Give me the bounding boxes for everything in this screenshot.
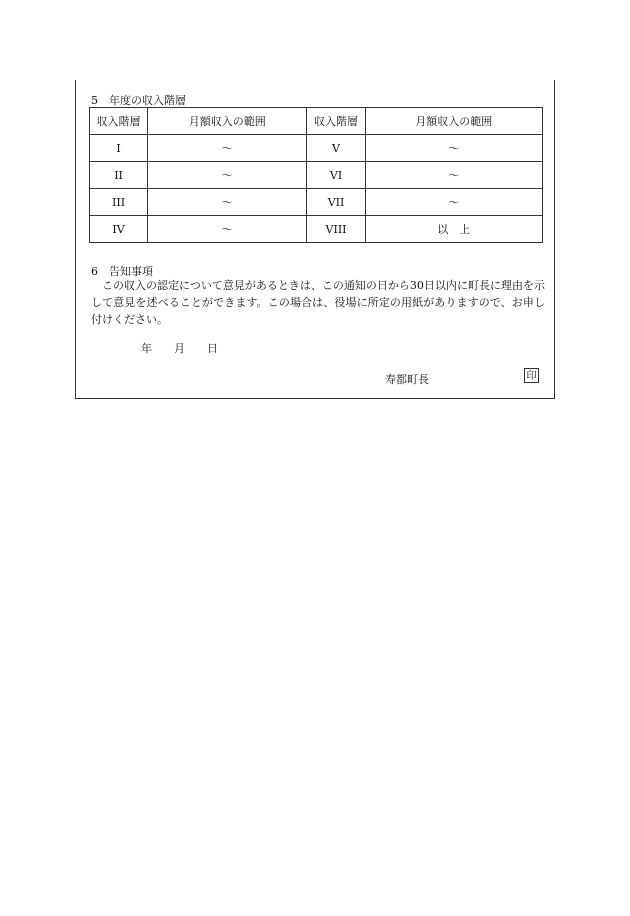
date-line [141,340,218,356]
section5-heading: 5 年度の収入階層 [91,94,186,107]
date-year: 年 [141,342,152,355]
header-range-left: 月額収入の範囲 [148,108,307,135]
range-cell: 〜 [365,189,542,216]
range-cell: 〜 [365,162,542,189]
tier-cell: V [307,135,365,162]
range-cell: 〜 [148,216,307,243]
tier-cell: IV [90,216,148,243]
range-cell: 〜 [148,162,307,189]
range-cell: 以 上 [365,216,542,243]
mayor-signature: 寿都町長 [385,373,429,386]
table-row [90,162,543,189]
tier-cell: VIII [307,216,365,243]
header-range-right: 月額収入の範囲 [365,108,542,135]
tier-cell: III [90,189,148,216]
table-header-row [90,108,543,135]
date-month: 月 [174,342,185,355]
date-day: 日 [207,342,218,355]
tier-cell: VI [307,162,365,189]
section6-heading: 6 告知事項 [91,265,153,278]
range-cell: 〜 [148,189,307,216]
seal-stamp: 印 [524,368,539,383]
table-row [90,216,543,243]
table-row [90,189,543,216]
table-row [90,135,543,162]
section6-body: この収入の認定について意見があるときは、この通知の日から30日以内に町長に理由を示して意見を述べることができます。この場合は、役場に所定の用紙がありますので、お申し付けください。 [91,279,545,326]
range-cell: 〜 [148,135,307,162]
header-tier-right: 収入階層 [307,108,365,135]
tier-cell: VII [307,189,365,216]
income-tier-table [89,107,543,243]
tier-cell: II [90,162,148,189]
header-tier-left: 収入階層 [90,108,148,135]
tier-cell: I [90,135,148,162]
range-cell: 〜 [365,135,542,162]
